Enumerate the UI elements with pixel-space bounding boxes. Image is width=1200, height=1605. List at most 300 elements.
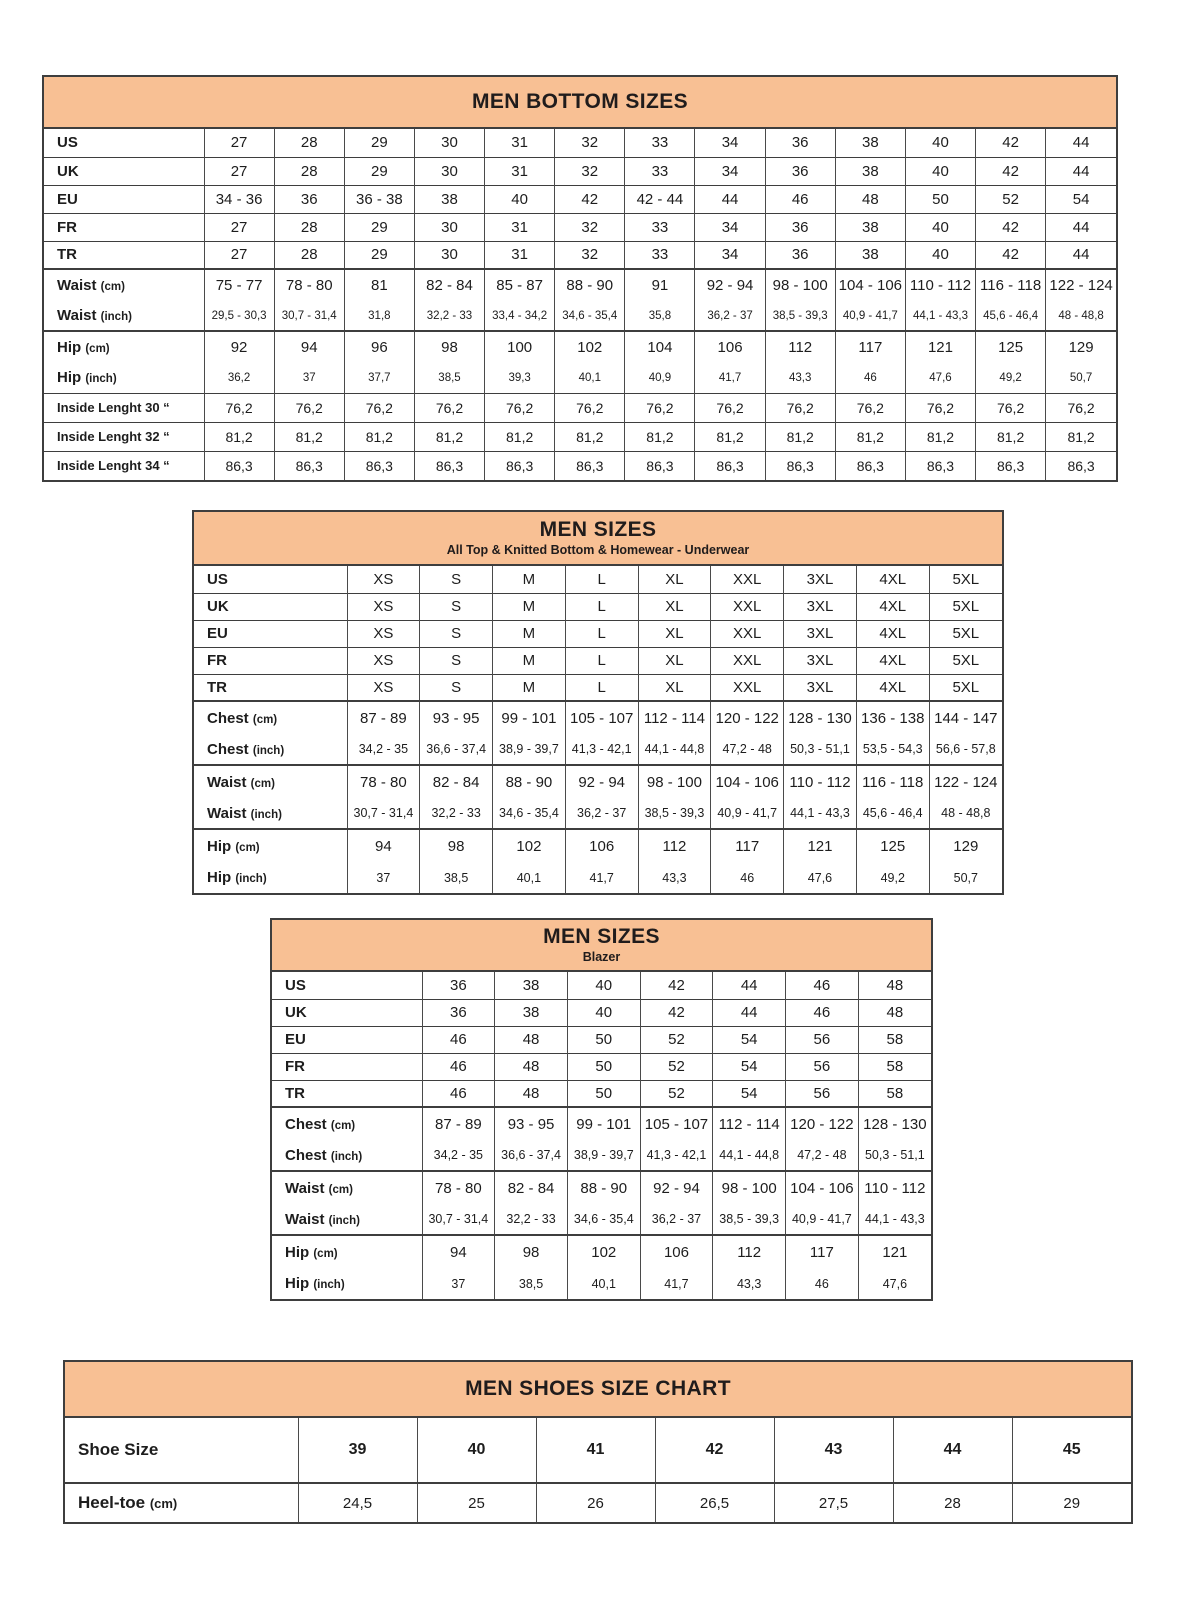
table-row	[44, 393, 1116, 422]
size-cell: 30,7 - 31,4	[422, 1204, 495, 1235]
size-cell: 30	[414, 129, 484, 157]
row-label-unit: (cm)	[149, 1496, 178, 1511]
size-cell: 87 - 89	[422, 1107, 495, 1140]
size-cell: 27	[204, 241, 274, 269]
row-label-unit: (cm)	[235, 841, 260, 854]
size-cell: M	[493, 647, 566, 674]
size-cell: 38	[835, 157, 905, 185]
size-cell: 48 - 48,8	[1046, 301, 1116, 331]
table-row	[272, 1107, 931, 1140]
size-cell: 86,3	[695, 451, 765, 480]
size-cell: 98	[420, 829, 493, 862]
size-cell: 46	[422, 1080, 495, 1107]
size-cell: 76,2	[905, 393, 975, 422]
size-cell: 58	[858, 1026, 931, 1053]
size-cell: 47,6	[858, 1268, 931, 1299]
row-label-unit: (inch)	[313, 1279, 345, 1291]
table-row	[194, 593, 1002, 620]
size-cell: 32,2 - 33	[495, 1204, 568, 1235]
size-cell: 29	[344, 129, 414, 157]
size-grid	[272, 972, 931, 1299]
size-cell: 38,5 - 39,3	[638, 798, 711, 829]
size-cell: 112	[638, 829, 711, 862]
row-label-unit: (cm)	[85, 343, 110, 355]
size-cell: 58	[858, 1080, 931, 1107]
size-cell: 99 - 101	[567, 1107, 640, 1140]
table-header	[65, 1362, 1131, 1418]
size-cell: 75 - 77	[204, 269, 274, 301]
table-header	[44, 77, 1116, 129]
size-cell: 93 - 95	[420, 701, 493, 734]
size-cell: 86,3	[204, 451, 274, 480]
size-cell: 42	[655, 1418, 774, 1483]
size-cell: 96	[344, 331, 414, 363]
size-cell: 48	[858, 972, 931, 999]
size-cell: 91	[625, 269, 695, 301]
size-cell: 129	[929, 829, 1002, 862]
size-cell: 81	[344, 269, 414, 301]
table-row	[194, 701, 1002, 734]
row-label	[194, 765, 347, 798]
size-cell: 86,3	[555, 451, 625, 480]
table-row	[272, 1268, 931, 1299]
size-cell: 76,2	[344, 393, 414, 422]
size-cell: 48	[495, 1053, 568, 1080]
row-label-text: Waist	[57, 277, 97, 294]
size-cell: 41,3 - 42,1	[640, 1140, 713, 1171]
size-cell: 117	[786, 1235, 859, 1268]
row-label-unit: (cm)	[100, 281, 125, 293]
row-label	[65, 1483, 298, 1522]
row-label-unit: (inch)	[235, 873, 267, 885]
size-cell: 98 - 100	[713, 1171, 786, 1204]
row-label	[44, 213, 204, 241]
size-cell: 32	[555, 241, 625, 269]
size-cell: 112 - 114	[713, 1107, 786, 1140]
table-row	[194, 647, 1002, 674]
size-cell: 54	[713, 1080, 786, 1107]
size-cell: 41,7	[695, 363, 765, 393]
size-cell: 25	[417, 1483, 536, 1522]
size-cell: 36	[274, 185, 344, 213]
row-label	[44, 301, 204, 331]
size-cell: 3XL	[784, 647, 857, 674]
size-cell: 102	[493, 829, 566, 862]
size-cell: 4XL	[856, 674, 929, 701]
row-label-text: FR	[285, 1058, 305, 1075]
size-cell: 27	[204, 213, 274, 241]
size-cell: S	[420, 566, 493, 593]
size-cell: 28	[893, 1483, 1012, 1522]
row-label-text: Chest	[285, 1146, 327, 1164]
size-cell: 47,6	[784, 862, 857, 893]
size-cell: 36	[765, 129, 835, 157]
size-cell: XL	[638, 620, 711, 647]
size-cell: 81,2	[344, 422, 414, 451]
size-cell: 125	[856, 829, 929, 862]
row-label	[272, 972, 422, 999]
size-cell: 144 - 147	[929, 701, 1002, 734]
size-cell: 38	[495, 999, 568, 1026]
size-cell: 32	[555, 129, 625, 157]
row-label-text: Chest	[207, 740, 249, 758]
size-cell: 36,2 - 37	[695, 301, 765, 331]
size-cell: XS	[347, 674, 420, 701]
size-cell: 3XL	[784, 593, 857, 620]
size-cell: 27,5	[774, 1483, 893, 1522]
row-label-unit: (inch)	[250, 808, 282, 821]
row-label-unit: (inch)	[85, 373, 117, 386]
size-cell: 49,2	[976, 363, 1046, 393]
size-cell: 76,2	[835, 393, 905, 422]
row-label-unit: (inch)	[252, 744, 285, 757]
size-cell: 28	[274, 129, 344, 157]
size-cell: XL	[638, 647, 711, 674]
size-cell: 29	[344, 157, 414, 185]
size-cell: 38,9 - 39,7	[567, 1140, 640, 1171]
size-cell: 106	[565, 829, 638, 862]
size-cell: 50,7	[1046, 363, 1116, 393]
row-label	[194, 798, 347, 829]
size-cell: 100	[485, 331, 555, 363]
size-cell: 78 - 80	[274, 269, 344, 301]
size-cell: 44	[695, 185, 765, 213]
size-cell: 43	[774, 1418, 893, 1483]
size-cell: 46	[422, 1026, 495, 1053]
size-cell: 34,6 - 35,4	[493, 798, 566, 829]
size-cell: 36	[765, 157, 835, 185]
size-cell: 38	[495, 972, 568, 999]
size-cell: 45,6 - 46,4	[976, 301, 1046, 331]
size-cell: 30	[414, 213, 484, 241]
size-cell: 136 - 138	[856, 701, 929, 734]
row-label	[194, 593, 347, 620]
size-cell: 45	[1012, 1418, 1131, 1483]
size-cell: 5XL	[929, 566, 1002, 593]
size-cell: 48 - 48,8	[929, 798, 1002, 829]
size-cell: 40	[417, 1418, 536, 1483]
size-cell: 42	[976, 241, 1046, 269]
size-cell: 82 - 84	[414, 269, 484, 301]
size-cell: 29,5 - 30,3	[204, 301, 274, 331]
size-cell: 88 - 90	[567, 1171, 640, 1204]
size-cell: 42	[640, 999, 713, 1026]
size-cell: 36,6 - 37,4	[420, 734, 493, 765]
size-cell: 92 - 94	[565, 765, 638, 798]
size-cell: 48	[495, 1026, 568, 1053]
size-cell: 40,1	[567, 1268, 640, 1299]
row-label	[194, 734, 347, 765]
size-cell: 50	[905, 185, 975, 213]
size-cell: 38	[835, 213, 905, 241]
table-row	[44, 129, 1116, 157]
size-cell: 36,2 - 37	[565, 798, 638, 829]
size-cell: 47,2 - 48	[786, 1140, 859, 1171]
row-label	[44, 185, 204, 213]
size-cell: 42	[976, 213, 1046, 241]
size-cell: 52	[640, 1053, 713, 1080]
size-cell: 128 - 130	[784, 701, 857, 734]
size-cell: 47,6	[905, 363, 975, 393]
size-cell: 92 - 94	[695, 269, 765, 301]
size-cell: 50,7	[929, 862, 1002, 893]
size-cell: M	[493, 593, 566, 620]
size-cell: S	[420, 620, 493, 647]
size-cell: 44	[713, 999, 786, 1026]
row-label	[194, 566, 347, 593]
size-cell: 42	[640, 972, 713, 999]
size-cell: 27	[204, 157, 274, 185]
table-row	[194, 674, 1002, 701]
size-cell: 3XL	[784, 674, 857, 701]
row-label	[65, 1418, 298, 1483]
size-cell: 30,7 - 31,4	[274, 301, 344, 331]
size-cell: 5XL	[929, 647, 1002, 674]
size-cell: 42 - 44	[625, 185, 695, 213]
size-cell: 39,3	[485, 363, 555, 393]
size-cell: 4XL	[856, 620, 929, 647]
table-row	[272, 999, 931, 1026]
size-cell: 38,5	[495, 1268, 568, 1299]
size-cell: 27	[204, 129, 274, 157]
row-label-text: TR	[57, 246, 77, 264]
size-cell: 86,3	[344, 451, 414, 480]
size-cell: 37	[347, 862, 420, 893]
table-row	[272, 1026, 931, 1053]
size-cell: 38	[835, 241, 905, 269]
size-cell: 52	[640, 1026, 713, 1053]
row-label	[44, 241, 204, 269]
size-cell: 42	[976, 157, 1046, 185]
size-cell: 50	[567, 1026, 640, 1053]
size-cell: 46	[786, 972, 859, 999]
size-cell: M	[493, 566, 566, 593]
size-cell: 34,2 - 35	[422, 1140, 495, 1171]
row-label-text: Hip	[285, 1275, 310, 1292]
size-cell: 86,3	[835, 451, 905, 480]
size-cell: 81,2	[976, 422, 1046, 451]
row-label-text: Waist	[207, 804, 247, 822]
row-label-text: Hip	[57, 369, 82, 387]
size-cell: 34	[695, 129, 765, 157]
size-cell: 116 - 118	[856, 765, 929, 798]
size-cell: 40	[567, 972, 640, 999]
men-shoes-size-chart-table	[63, 1360, 1133, 1524]
size-cell: 36	[765, 241, 835, 269]
size-grid	[194, 566, 1002, 893]
size-cell: 81,2	[905, 422, 975, 451]
row-label-text: US	[57, 134, 78, 152]
size-cell: 4XL	[856, 647, 929, 674]
row-label	[272, 1080, 422, 1107]
size-cell: 58	[858, 1053, 931, 1080]
size-cell: 104 - 106	[786, 1171, 859, 1204]
size-cell: 81,2	[274, 422, 344, 451]
size-cell: 37	[274, 363, 344, 393]
size-cell: 88 - 90	[493, 765, 566, 798]
size-cell: 43,3	[765, 363, 835, 393]
row-label-text: Waist	[285, 1210, 325, 1228]
size-grid	[44, 129, 1116, 480]
row-label-text: Inside Lenght 30 “	[57, 400, 170, 415]
row-label-text: US	[285, 976, 306, 994]
size-cell: 88 - 90	[555, 269, 625, 301]
size-cell: 44	[1046, 213, 1116, 241]
size-cell: 40	[905, 129, 975, 157]
size-cell: 76,2	[555, 393, 625, 422]
row-label	[44, 451, 204, 480]
row-label-text: EU	[207, 625, 228, 642]
size-cell: 98	[414, 331, 484, 363]
table-title: MEN SIZES	[539, 517, 657, 541]
size-cell: 40,1	[493, 862, 566, 893]
size-cell: 52	[640, 1080, 713, 1107]
size-cell: 104	[625, 331, 695, 363]
size-cell: 47,2 - 48	[711, 734, 784, 765]
size-cell: XS	[347, 620, 420, 647]
size-cell: 26,5	[655, 1483, 774, 1522]
size-cell: L	[565, 566, 638, 593]
table-row	[272, 1204, 931, 1235]
table-row	[44, 157, 1116, 185]
table-row	[44, 269, 1116, 301]
size-cell: 36	[422, 972, 495, 999]
size-cell: 104 - 106	[711, 765, 784, 798]
size-cell: 31,8	[344, 301, 414, 331]
row-label-unit: (cm)	[328, 1183, 353, 1196]
table-row	[272, 972, 931, 999]
size-cell: 76,2	[625, 393, 695, 422]
row-label-text: Hip	[57, 339, 82, 356]
size-cell: XS	[347, 647, 420, 674]
size-cell: 81,2	[625, 422, 695, 451]
row-label	[194, 829, 347, 862]
row-label	[44, 157, 204, 185]
size-cell: 50	[567, 1053, 640, 1080]
size-cell: 3XL	[784, 566, 857, 593]
size-cell: 105 - 107	[565, 701, 638, 734]
size-cell: 76,2	[1046, 393, 1116, 422]
size-cell: 86,3	[905, 451, 975, 480]
size-cell: 29	[344, 241, 414, 269]
size-cell: 82 - 84	[495, 1171, 568, 1204]
size-cell: XL	[638, 593, 711, 620]
size-cell: 36 - 38	[344, 185, 414, 213]
size-cell: 31	[485, 241, 555, 269]
size-cell: 116 - 118	[976, 269, 1046, 301]
table-row	[44, 241, 1116, 269]
size-cell: 94	[347, 829, 420, 862]
row-label-unit: (cm)	[313, 1247, 338, 1260]
row-label-unit: (cm)	[252, 713, 278, 726]
size-cell: 31	[485, 157, 555, 185]
table-row	[194, 566, 1002, 593]
table-row	[44, 363, 1116, 393]
size-cell: 33	[625, 241, 695, 269]
size-cell: 53,5 - 54,3	[856, 734, 929, 765]
size-cell: 54	[713, 1026, 786, 1053]
row-label-text: Waist	[285, 1179, 325, 1197]
row-label-text: Chest	[285, 1115, 327, 1133]
row-label	[272, 1235, 422, 1268]
size-cell: 34	[695, 241, 765, 269]
size-cell: XS	[347, 593, 420, 620]
size-cell: 44,1 - 43,3	[858, 1204, 931, 1235]
row-label-text: TR	[207, 678, 227, 696]
size-cell: 33,4 - 34,2	[485, 301, 555, 331]
row-label	[272, 1053, 422, 1080]
row-label-text: Hip	[207, 837, 232, 855]
size-cell: 86,3	[625, 451, 695, 480]
size-cell: 110 - 112	[858, 1171, 931, 1204]
size-cell: 44,1 - 43,3	[784, 798, 857, 829]
size-cell: 81,2	[204, 422, 274, 451]
men-bottom-sizes-table	[42, 75, 1118, 482]
row-label-unit: (inch)	[330, 1150, 363, 1163]
size-cell: 39	[298, 1418, 417, 1483]
size-cell: 44	[1046, 157, 1116, 185]
table-row	[272, 1140, 931, 1171]
size-cell: 34,6 - 35,4	[555, 301, 625, 331]
size-cell: 36	[422, 999, 495, 1026]
size-cell: 41	[536, 1418, 655, 1483]
table-title: MEN BOTTOM SIZES	[471, 89, 689, 113]
size-cell: 117	[835, 331, 905, 363]
size-cell: 48	[495, 1080, 568, 1107]
size-cell: 36,6 - 37,4	[495, 1140, 568, 1171]
size-cell: L	[565, 647, 638, 674]
row-label	[44, 129, 204, 157]
size-cell: 31	[485, 129, 555, 157]
size-cell: L	[565, 620, 638, 647]
table-row	[194, 734, 1002, 765]
size-cell: 29	[1012, 1483, 1131, 1522]
size-cell: 81,2	[835, 422, 905, 451]
size-cell: XL	[638, 566, 711, 593]
size-cell: 78 - 80	[422, 1171, 495, 1204]
size-cell: 82 - 84	[420, 765, 493, 798]
size-cell: 42	[976, 129, 1046, 157]
size-cell: 56	[786, 1080, 859, 1107]
row-label	[194, 674, 347, 701]
size-cell: 54	[1046, 185, 1116, 213]
size-cell: 128 - 130	[858, 1107, 931, 1140]
size-cell: 34 - 36	[204, 185, 274, 213]
size-cell: 38	[835, 129, 905, 157]
size-cell: 36,2	[204, 363, 274, 393]
size-cell: 34,2 - 35	[347, 734, 420, 765]
table-row	[194, 798, 1002, 829]
size-cell: 40	[905, 241, 975, 269]
row-label	[272, 1140, 422, 1171]
size-cell: 28	[274, 157, 344, 185]
table-row	[44, 331, 1116, 363]
size-cell: 44,1 - 43,3	[905, 301, 975, 331]
size-cell: 81,2	[485, 422, 555, 451]
size-cell: 4XL	[856, 566, 929, 593]
size-cell: 42	[555, 185, 625, 213]
size-cell: 45,6 - 46,4	[856, 798, 929, 829]
size-cell: 30	[414, 157, 484, 185]
size-cell: 40	[905, 157, 975, 185]
size-cell: 34,6 - 35,4	[567, 1204, 640, 1235]
size-cell: 76,2	[204, 393, 274, 422]
table-row	[194, 829, 1002, 862]
size-cell: L	[565, 674, 638, 701]
men-sizes-blazer-table	[270, 918, 933, 1301]
size-cell: 86,3	[274, 451, 344, 480]
size-cell: 28	[274, 213, 344, 241]
